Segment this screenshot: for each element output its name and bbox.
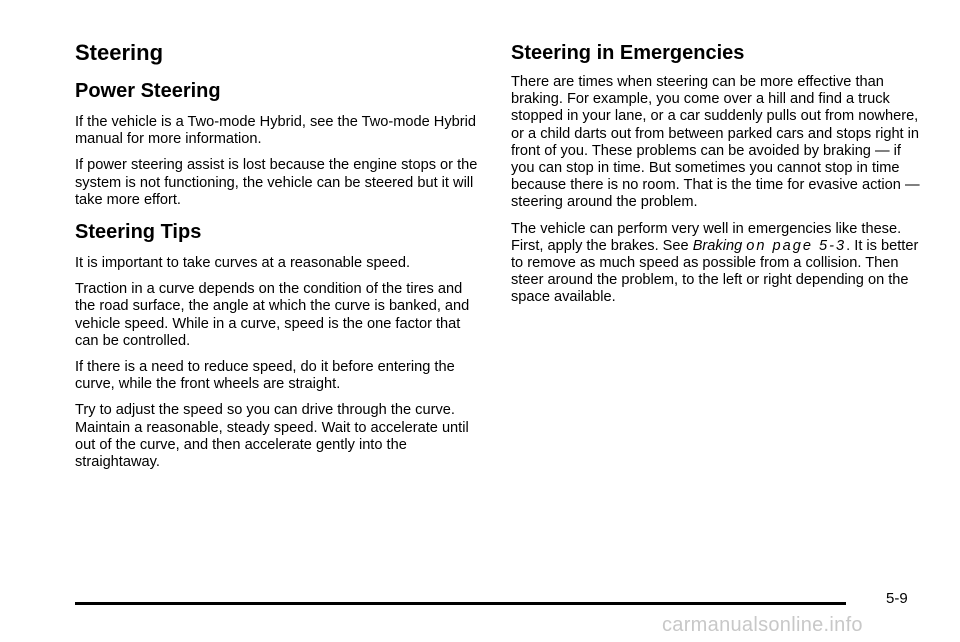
emergencies-heading: Steering in Emergencies bbox=[511, 42, 745, 64]
footer-rule bbox=[75, 602, 846, 605]
braking-page-link[interactable]: on page 5‑3 bbox=[746, 237, 847, 254]
steering-tips-paragraph-3: If there is a need to reduce speed, do it before entering the curve, while the front wheels are straight. bbox=[75, 359, 455, 393]
power-steering-paragraph-2: If power steering assist is lost because the engine stops or the system is not functioning, the vehicle can be steered but it will take more effort. bbox=[75, 157, 478, 208]
power-steering-heading: Power Steering bbox=[75, 80, 221, 102]
steering-tips-heading: Steering Tips bbox=[75, 221, 202, 244]
emergencies-paragraph-1: There are times when steering can be more effective than braking. For example, you come over a hill and find a truck stopped in your lane, or a car suddenly pulls out from nowhere, or a child darts out from between parked cars and stops right in front of you. These problems can be avoided by braking — if you can stop in time. But sometimes you cannot stop in time because there is no room. That is the time for evasive action — steering around the problem. bbox=[511, 74, 920, 211]
emergencies-paragraph-2-end: . It is better to remove as much speed as possible from a collision. Then steer around the problem, to the left or right depending on the space available. bbox=[511, 237, 919, 306]
left-column bbox=[75, 38, 485, 480]
braking-link-lead[interactable]: Braking bbox=[692, 237, 743, 254]
steering-tips-paragraph-4: Try to adjust the speed so you can drive through the curve. Maintain a reasonable, steady speed. Wait to accelerate until out of the curve, and then accelerate gently into the straightaway. bbox=[75, 402, 469, 471]
watermark: carmanualsonline.info bbox=[662, 614, 863, 636]
emergencies-paragraph-2-start: The vehicle can perform very well in emergencies like these. First, apply the brakes. See bbox=[511, 220, 902, 254]
power-steering-paragraph-1: If the vehicle is a Two-mode Hybrid, see the Two-mode Hybrid manual for more information. bbox=[75, 114, 476, 148]
right-column bbox=[511, 38, 921, 316]
page-number: 5-9 bbox=[886, 590, 908, 607]
steering-tips-paragraph-2: Traction in a curve depends on the condition of the tires and the road surface, the angle at which the curve is banked, and vehicle speed. While in a curve, speed is the one factor that can be controlled. bbox=[75, 281, 470, 349]
section-title: Steering bbox=[75, 40, 164, 65]
emergencies-paragraph-2 bbox=[511, 221, 921, 307]
steering-tips-paragraph-1: It is important to take curves at a reasonable speed. bbox=[75, 255, 411, 272]
